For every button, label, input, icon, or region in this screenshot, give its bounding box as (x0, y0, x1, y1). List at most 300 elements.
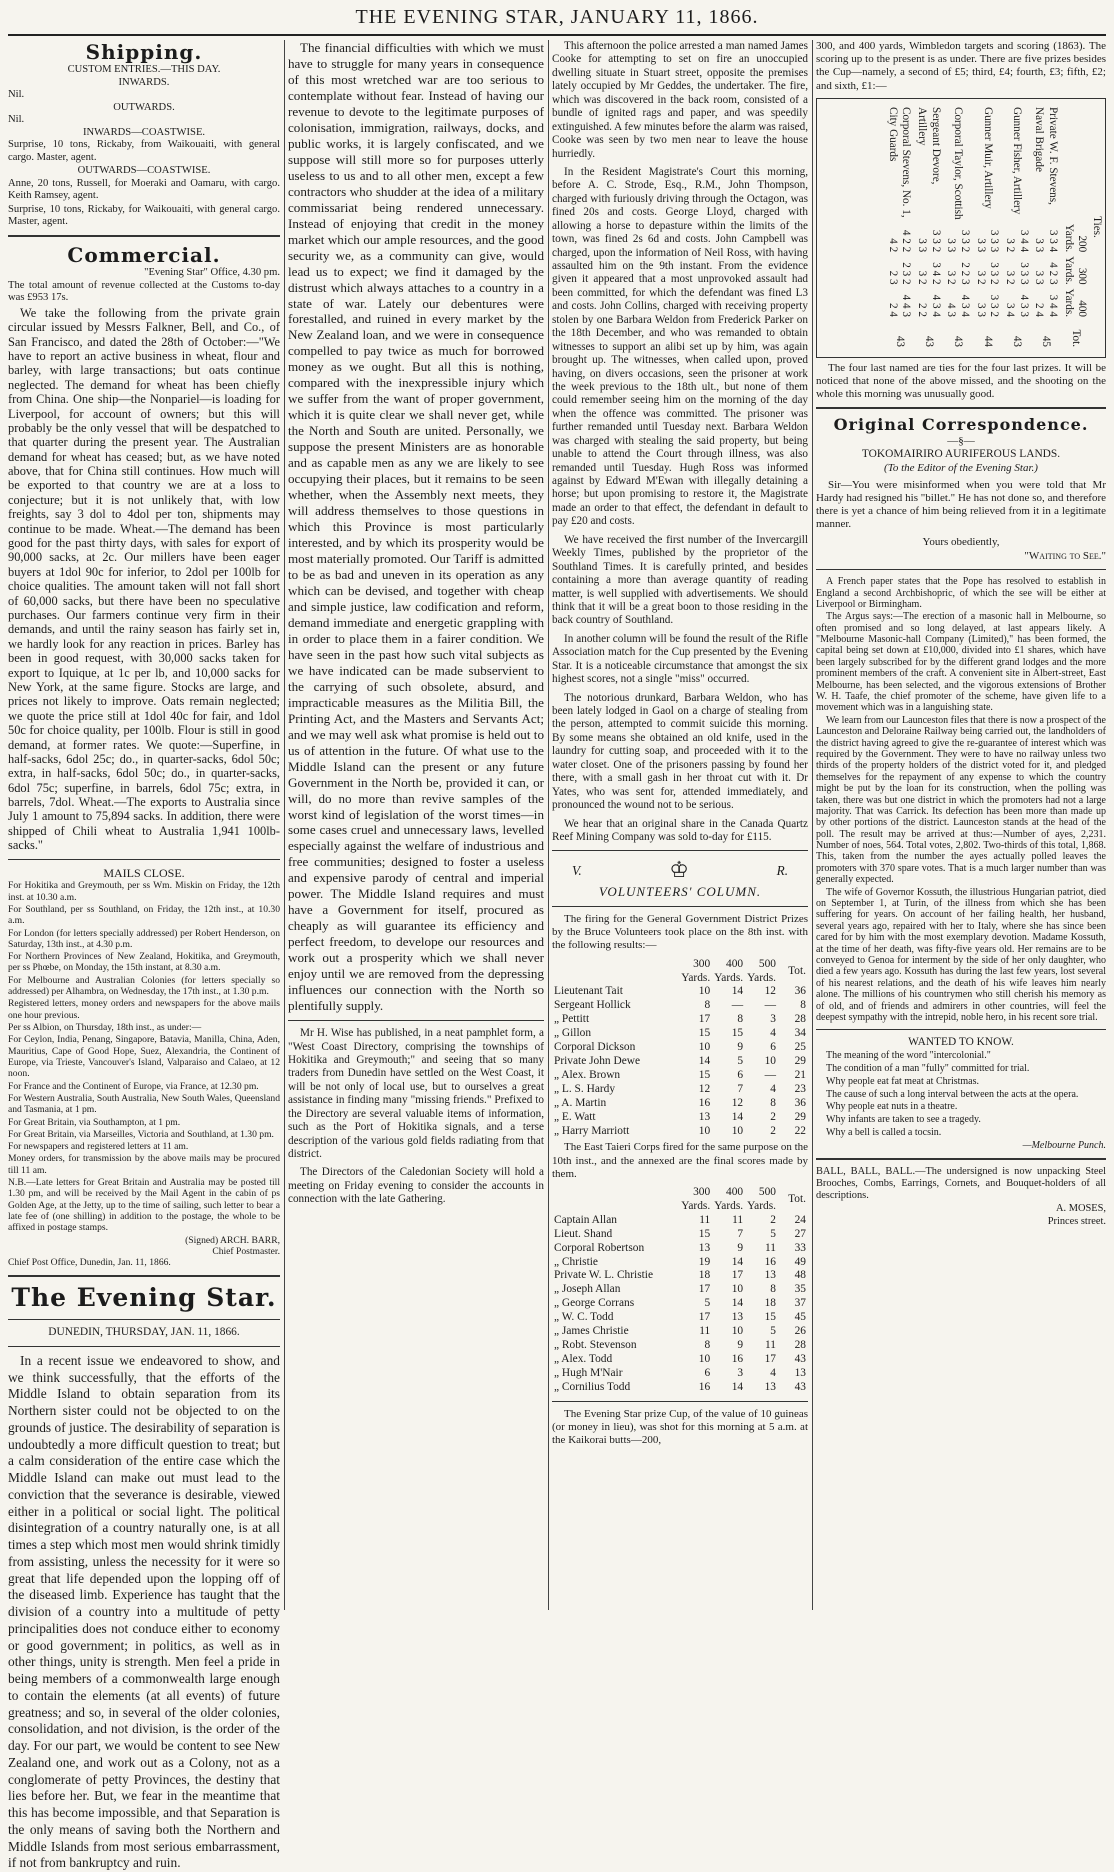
tie-score-cell: 3 4 4 2 4 (1033, 294, 1060, 317)
mail-line: For Great Britain, via Southampton, at 1 pm. (8, 1116, 181, 1128)
column-3 (552, 40, 808, 1610)
bruce-score-cell: 10 (731, 1124, 744, 1137)
taieri-score-cell: 13 (698, 1241, 711, 1254)
tie-score-cell: 3 3 2 3 3 (974, 294, 1001, 317)
bruce-score-cell: 23 (794, 1082, 806, 1095)
letter-close: Yours obediently, (922, 536, 1000, 549)
bruce-score-cell: 36 (794, 1096, 806, 1109)
tie-score-cell: 3 3 3 3 3 (974, 229, 1001, 252)
bruce-score-cell: 28 (794, 1013, 806, 1026)
bruce-score-cell: — (764, 1068, 776, 1081)
bruce-score-row (552, 1069, 808, 1083)
wanted-line: Why people eat fat meat at Christmas. (826, 1075, 980, 1087)
mails-role: Chief Postmaster. (212, 1245, 280, 1257)
shipping-subhead: CUSTOM ENTRIES.—THIS DAY. (67, 64, 221, 76)
taieri-score-cell: 11 (699, 1213, 711, 1226)
taieri-score-cell: 48 (794, 1269, 806, 1282)
tie-score-row (1031, 105, 1060, 349)
tie-score-header-cell: 400 Yards. (1062, 288, 1089, 317)
cup-paragraph: The Evening Star prize Cup, of the value of 10 guineas (or money in lieu), was shot for this morning at 5 a.m. at the Kaikorai butts—200, (552, 1407, 808, 1446)
mail-line: For newspapers and registered letters at 11 am. (8, 1141, 189, 1153)
ad-name: A. MOSES, (1056, 1203, 1106, 1215)
taieri-score-cell: 3 (737, 1366, 744, 1379)
taieri-score-header-cell: 500 Yards. (747, 1185, 777, 1212)
taieri-score-cell: 13 (731, 1311, 744, 1324)
divider (8, 1346, 280, 1347)
divider (8, 859, 280, 860)
mail-line: For Hokitika and Greymouth, per ss Wm. Miskin on Friday, the 12th inst. at 10.30 a.m. (8, 880, 280, 903)
bruce-score-cell: 9 (737, 1041, 744, 1054)
bruce-score-cell: 2 (770, 1124, 776, 1137)
taieri-score-cell: 14 (731, 1255, 744, 1268)
taieri-score-cell: 19 (698, 1255, 711, 1268)
mail-line: Registered letters, money orders and newspapers for the above mails one hour previous. (8, 998, 280, 1021)
bruce-score-cell: 6 (770, 1041, 776, 1054)
taieri-score-header-cell (552, 1186, 679, 1214)
bruce-score-cell: 29 (794, 1110, 806, 1123)
ad-address: Princes street. (1047, 1215, 1106, 1227)
advertisement (816, 1166, 1106, 1228)
bruce-score-cell: 22 (794, 1124, 806, 1137)
bruce-score-cell: 12 (731, 1096, 744, 1109)
bruce-score-cell: 12 (764, 985, 776, 998)
taieri-score-cell: 35 (794, 1283, 806, 1296)
tie-score-cell: 4 3 4 2 2 (916, 294, 942, 317)
taieri-score-cell: 18 (764, 1297, 776, 1310)
bruce-score-cell: Lieutenant Tait (554, 985, 623, 998)
bruce-score-row (552, 999, 808, 1013)
bruce-score-cell: 34 (794, 1027, 806, 1040)
taieri-score-cell: „ Hugh M'Nair (554, 1366, 623, 1379)
bruce-score-cell: „ Alex. Brown (554, 1068, 621, 1081)
letter-body: Sir—You were misinformed when you were told that Mr Hardy had resigned his "billet." He has not done so, and therefore there is yet a chance of him being relieved from it in a legitimate manner. (816, 478, 1106, 531)
tie-score-header-cell: 300 Yards. (1062, 255, 1089, 285)
tie-score-cell: 3 4 4 3 2 (1004, 229, 1030, 252)
divider (552, 906, 808, 907)
taieri-score-cell: 4 (770, 1366, 776, 1379)
taieri-score-cell: „ George Corrans (554, 1297, 635, 1310)
news-item: The Argus says:—The erection of a masonic hall in Melbourne, so often promised and so long delayed, at last appears likely. A "Melbourne Masonic-hall Company (Limited)," has been formed, the capital being set down at £10,000, divided into £1 shares, which have been largely subscribed for by the different grand lodges and the more prominent members of the craft. A convenient site in Albert-street, East Melbourne, has been selected, and the vigorous extensions of Brother W. H. Taafe, the chief promoter of the scheme, have given life to a movement which was in a languishing state. (816, 611, 1106, 714)
outwards-coastwise-label: OUTWARDS—COASTWISE. (77, 165, 211, 177)
tie-score-cell: 4 4 3 2 4 (886, 294, 913, 317)
taieri-score-cell: 24 (794, 1213, 806, 1226)
ties-title: Ties. (1091, 215, 1103, 238)
letter-signature: "Waiting to See." (1024, 549, 1106, 562)
taieri-score-row (552, 1381, 808, 1395)
taieri-score-header-cell: 400 Yards. (714, 1185, 744, 1212)
column-rule (548, 40, 549, 1610)
bruce-score-cell: 14 (731, 985, 744, 998)
bruce-score-row (552, 1055, 808, 1069)
bruce-score-cell: 15 (698, 1068, 711, 1081)
shipping-heading: Shipping. (85, 40, 203, 64)
news-item: In another column will be found the result of the Rifle Association match for the Cup presented by the Evening Star. It is a noticeable circumstance that amongst the six highest scores, not a single "miss" occurred. (552, 632, 808, 686)
taieri-score-row (552, 1311, 808, 1325)
bruce-score-cell: 6 (737, 1068, 744, 1081)
divider (816, 569, 1106, 570)
volunteers-emblem (552, 857, 808, 884)
bruce-score-row (552, 1013, 808, 1027)
news-item: We hear that an original share in the Canada Quartz Reef Mining Company was sold to-day for £115. (552, 817, 808, 843)
outwards-label: OUTWARDS. (113, 101, 175, 113)
taieri-score-row (552, 1297, 808, 1311)
taieri-score-row (552, 1339, 808, 1353)
shipping-entry: Surprise, 10 tons, Rickaby, from Waikouaiti, with general cargo. Master, agent. (8, 139, 280, 163)
wanted-source: —Melbourne Punch. (1022, 1139, 1106, 1151)
volunteers-intro: The firing for the General Government District Prizes by the Bruce Volunteers took place on the 8th inst. with the following results:— (552, 913, 808, 952)
bruce-score-cell: 4 (770, 1027, 776, 1040)
taieri-score-header-row (552, 1186, 808, 1214)
ties-note: The four last named are ties for the four last prizes. It will be noticed that none of the above missed, and the shooting on the whole this morning was unusually good. (816, 361, 1106, 401)
nameplate: The Evening Star. (11, 1282, 277, 1312)
tie-score-cell: Gunner Fisher, Artillery (1010, 106, 1023, 215)
mails-office: Chief Post Office, Dunedin, Jan. 11, 1866. (8, 1257, 171, 1269)
bruce-score-row (552, 1097, 808, 1111)
taieri-score-cell: 18 (698, 1269, 711, 1282)
tie-score-row (1001, 105, 1030, 349)
shipping-entry: Surprise, 10 tons, Rickaby, for Waikouaiti, with general cargo. Master, agent. (8, 203, 280, 228)
bruce-score-cell: 10 (764, 1054, 776, 1067)
taieri-score-cell: 11 (765, 1241, 776, 1254)
ties-table-box (816, 98, 1106, 358)
taieri-score-row (552, 1325, 808, 1339)
taieri-score-cell: 37 (794, 1297, 806, 1310)
taieri-score-cell: 43 (794, 1352, 806, 1365)
bruce-score-cell: Private John Dewe (554, 1054, 641, 1067)
taieri-score-cell: 14 (731, 1380, 744, 1393)
bruce-score-row (552, 985, 808, 999)
mails-list (8, 880, 280, 1268)
bruce-score-header-cell: 400 Yards. (714, 957, 744, 984)
bruce-score-cell: 5 (737, 1054, 744, 1067)
commercial-heading: Commercial. (67, 242, 221, 267)
tie-score-header-cell (1060, 105, 1089, 222)
bruce-score-header-cell: 300 Yards. (681, 957, 711, 984)
wanted-line: The condition of a man "fully" committed for trial. (826, 1063, 1030, 1075)
bruce-score-row (552, 1083, 808, 1097)
mail-line: N.B.—Late letters for Great Britain and Australia may be posted till 1.30 pm, and will be received by the Mail Agent in the cabin of ps Golden Age, at the Jetty, up to the time of sailing, such letter to bear a late fee of (one shilling) in addition to the postage, the whole to be affixed in postage stamps. (8, 1177, 280, 1234)
tie-score-cell: Corporal Stevens, No. 1, City Guards (886, 106, 913, 218)
bruce-score-header-cell: Tot. (788, 964, 806, 977)
volunteers-mid: The East Taieri Corps fired for the same purpose on the 10th inst., and the annexed are the final scores made by them. (552, 1141, 809, 1180)
tie-score-cell: 45 (1040, 335, 1053, 347)
column-4 (816, 40, 1106, 1610)
mail-line: For Ceylon, India, Penang, Singapore, Batavia, Manilla, China, Aden, Mauritius, Cape of Good Hope, Suez, Alexandria, the Continent of Europe, via Trieste, Vancouver's Island, Valparaiso and Calaeo, at 12 noon. (8, 1034, 280, 1080)
mail-line: For Melbourne and Australian Colonies (for letters specially so addressed) per Alhambra, on Wednesday, the 17th inst., at 1.30 p.m. (8, 974, 280, 998)
editorial-paragraph: In a recent issue we endeavored to show, and we think successfully, that the efforts of the Middle Island to obtain separation from its Northern sister could not be objected to on the grounds of justice. The desirability of separation is undoubtedly a more difficult question to treat; but a calm consideration of the entire case which the Middle Island can make out must lead to the conviction that the severance is desirable, viewed either in a political or social light. The political disintegration of a country naturally one, is at all times a step which most men would shrink timidly from assisting, unless the necessity for it were so great that life depended upon the lopping off of the diseased limb. Experience has taught that the division of a country into a multitude of petty principalities does not conduce either to economy or good government; in politics, as well as in other things, unity is strength. Men feel a pride in being members of a commonwealth large enough to contain the elements (at all events) of future greatness; and so, in several of the older colonies, consolidation, and not division, is the order of the day. For our part, we would be content to see New Zealand one, and work out as a Colony, not as a conglomerate of petty Provinces, the destiny that lies before her. But, we fear in the meantime that this has become impossible, and that Separation is the only means of saving both the Northern and Middle Islands from most serious embarrassment, if not from bankruptcy and ruin. (8, 1352, 280, 1871)
taieri-score-cell: 7 (737, 1227, 744, 1240)
wanted-line: The cause of such a long interval between the acts at the opera. (826, 1088, 1079, 1100)
tie-score-cell: 3 3 3 3 2 (1004, 261, 1030, 285)
divider (552, 1401, 808, 1402)
bruce-score-cell: „ E. Watt (554, 1110, 596, 1123)
taieri-score-cell: 28 (794, 1338, 806, 1351)
taieri-score-cell: 11 (699, 1325, 711, 1338)
taieri-score-cell: 49 (794, 1255, 806, 1268)
nil-label: Nil. (8, 114, 25, 126)
divider (8, 235, 280, 237)
revenue-note: The total amount of revenue collected at the Customs to-day was £953 17s. (8, 279, 280, 304)
taieri-score-cell: 10 (698, 1352, 711, 1365)
tie-score-cell: 43 (952, 335, 965, 347)
divider (8, 1275, 280, 1277)
letter-to: (To the Editor of the Evening Star.) (884, 462, 1038, 475)
tie-score-cell: 4 2 2 4 2 (886, 229, 913, 252)
mails-heading: MAILS CLOSE. (103, 865, 185, 880)
tie-score-row (884, 105, 913, 349)
taieri-score-cell: „ Cornilius Todd (554, 1380, 631, 1393)
tie-score-cell: Corporal Taylor, Scottish (952, 106, 965, 220)
bruce-score-cell: Corporal Dickson (554, 1041, 636, 1054)
taieri-score-header-cell: 300 Yards. (681, 1185, 711, 1212)
bruce-score-cell: 17 (698, 1013, 711, 1026)
column-1 (8, 40, 280, 1871)
grain-circular: We take the following from the private grain circular issued by Messrs Falkner, Bell, and Co., of San Francisco, and dated the 28th of October:—"We have to report an active business in wheat, flour and barley, with large transactions; but oats continue neglected. The demand for wheat has been chiefly from China. One ship—the Nonpariel—is loading for Liverpool, for account of owners; but this will probably be the only vessel that will be despatched to that quarter during the present year. The Australian demand for wheat has ceased; but, as we have noted above, that for China still continues. How much will be exported to that country we are at a loss to conjecture; but it is not unlikely that, with low freights, say 3 dol to 4dol per ton, shipments may continue to be made. Wheat.—The demand has been good for the past thirty days, with sales for export of 90,000 sacks, at 2c. Our millers have been eager buyers at 1dol 90c for inferior, to 2dol per 100lb for choice qualities. The amount taken will not fall short of 60,000 sacks, but there have been no speculative purchases. Our farmers continue very firm in their demands, and until the rainy season has fairly set in, we hardly look for any reaction in prices. Barley has been in good request, with 30,000 sacks taken for export to Iquique, at 1c per lb, and 10,000 sacks for New York, at the same figure. Stocks are large, and prices not likely to improve. Oats remain neglected; we quote the price still at 1dol 40c for fair, and 1dol 50c for choice quality, per 100lb. Flour is still in good demand, at former rates. We quote:—Superfine, in half-sacks, 6dol 25c; do., in quarter-sacks, 6dol 50c; extra, in half-sacks, 6dol 50c; do., in quarter-sacks, 6dol 75c; superfine, in barrels, 6dol 75c; extra, in barrels, 7dol. Wheat.—The exports to Australia since July 1 amount to 75,894 sacks. In addition, there were shipped of Chili wheat to Australia 1,941 100lb-sacks." (8, 305, 280, 853)
bruce-score-row (552, 1111, 808, 1125)
taieri-score-cell: Lieut. Shand (554, 1227, 613, 1240)
taieri-score-cell: 5 (770, 1227, 776, 1240)
taieri-score-cell: „ Robt. Stevenson (554, 1338, 637, 1351)
tie-score-cell: Gunner Muir, Artillery (981, 106, 994, 209)
mails-signed: (Signed) ARCH. BARR, (185, 1234, 280, 1246)
mail-line: For Western Australia, South Australia, New South Wales, Queensland and Tasmania, at 1 pm. (8, 1092, 280, 1116)
bruce-scores-table (552, 958, 808, 1139)
tie-score-cell: Sergeant Devore, Artillery (916, 106, 942, 185)
tie-score-cell: 3 3 2 3 3 (945, 229, 972, 252)
bruce-score-cell: 21 (794, 1068, 806, 1081)
bruce-score-row (552, 1041, 808, 1055)
bruce-score-cell: „ Gillon (554, 1027, 592, 1040)
taieri-score-cell: Private W. L. Christie (554, 1269, 654, 1282)
shipping-entry: Anne, 20 tons, Russell, for Moeraki and Oamaru, with cargo. Keith Ramsey, agent. (8, 177, 280, 202)
mail-line: For London (for letters specially addressed) per Robert Henderson, on Saturday, 13th inst., at 4.30 p.m. (8, 927, 280, 950)
taieri-score-cell: 17 (698, 1283, 711, 1296)
r-letter: R. (776, 862, 788, 878)
tie-score-header-cell: Tot. (1069, 329, 1082, 347)
divider (816, 1158, 1106, 1160)
bruce-score-cell: 8 (800, 999, 806, 1012)
bruce-score-cell: 13 (698, 1110, 711, 1123)
tie-score-header-row (1060, 105, 1089, 349)
mail-line: Money orders, for transmission by the above mails may be procured till 11 am. (8, 1153, 280, 1176)
bruce-score-cell: „ Harry Marriott (554, 1124, 630, 1137)
column-rule (812, 40, 813, 1610)
taieri-score-header-cell: Tot. (788, 1192, 806, 1205)
bruce-score-header-row (552, 958, 808, 986)
bruce-score-cell: 25 (794, 1041, 806, 1054)
taieri-score-cell: 13 (764, 1380, 776, 1393)
cup-continued: 300, and 400 yards, Wimbledon targets and scoring (1863). The scoring up to the present is as under. There are five prizes besides the Cup—namely, a second of £5; third, £4; fourth, £3; fifth, £2; and sixth, £1:— (816, 40, 1106, 92)
taieri-score-cell: „ Alex. Todd (554, 1352, 613, 1365)
news-item: The wife of Governor Kossuth, the illustrious Hungarian patriot, died on September 1, at Turin, of the illness from which she has been suffering for years. On account of her failing health, her husband, several years ago, repaired with her to Italy, where she has since been cared for by him with the most exemplary devotion. Madame Kossuth, at the time of her death, was fifty-five years old. Her remains are to be conveyed to Genoa for interment by the side of her only daughter, who died a few years ago. Kossuth has during the last few years, lost several of his nearest relations, and the death of his wife leaves him nearly alone. The millions of his countrymen who still cherish his memory as of old, and of friends and admirers in other countries, will feel the deepest sympathy with the intrepid, noble hero, in his recent sore trial. (816, 886, 1106, 1023)
masthead: THE EVENING STAR, JANUARY 11, 1866. (355, 6, 759, 28)
wanted-line: Why people eat nuts in a theatre. (826, 1101, 958, 1113)
bruce-score-cell: 10 (698, 1124, 711, 1137)
bruce-score-cell: 10 (698, 1041, 711, 1054)
taieri-score-cell: 5 (704, 1297, 711, 1310)
news-item: In the Resident Magistrate's Court this morning, before A. C. Strode, Esq., R.M., John Thompson, charged with furiously driving through the Octagon, was fined 20s and costs. George Lloyd, charged with allowing a horse to depasture within the limits of the town, was fined 2s 6d and costs. John Campbell was charged, upon the information of Neil Ross, with having assaulted him on the 9th instant. From the evidence given it appeared that a most unprovoked assault had been committed, for which the defendant was fined L3 and costs. John Collins, charged with receiving property stolen by one Barbara Weldon from Frederick Parker on the 18th December, and who was remanded to obtain witnesses to support an alibi set up by him, was again brought up. The witnesses, when called upon, proved having, on divers occasions, seen the prisoner at work the week previous to the 18th ult., but none of them could remember seeing him on the morning of the day when the offence was committed. The prisoner was further remanded until Tuesday next. Barbara Weldon was charged with stealing the said property, but being unable to attend the Court through illness, was also remanded until Tuesday. Hugh Ross was informed against by Edward M'Ewan with illegally detaining a horse; but upon promising to restore it, the Magistrate made an order to that effect, the defendant in default to pay £20 and costs. (552, 165, 808, 528)
tie-score-cell: 3 3 4 3 3 (1033, 229, 1060, 252)
tie-score-cell: 3 4 2 3 2 (916, 261, 942, 285)
taieri-score-cell: 6 (704, 1366, 711, 1379)
tie-score-cell: Private W. F. Stevens, Naval Brigade (1033, 106, 1060, 205)
mail-line: Per ss Albion, on Thursday, 18th inst., as under:— (8, 1022, 202, 1033)
taieri-score-row (552, 1367, 808, 1381)
taieri-score-cell: „ James Christie (554, 1325, 629, 1338)
tie-score-cell: 3 3 2 3 2 (974, 261, 1001, 285)
wanted-heading: WANTED TO KNOW. (908, 1036, 1014, 1049)
taieri-score-cell: 13 (764, 1269, 776, 1282)
bruce-score-cell: 15 (698, 1027, 711, 1040)
news-item-wise: Mr H. Wise has published, in a neat pamphlet form, a "West Coast Directory, comprising the townships of Hokitika and Greymouth;" and seeing that so many traders from Dunedin have settled on the West Coast, it will be not only of local use, but to ourselves a great assistance in finding many "missing friends." Prefixed to the Directory are several valuable items of information, such as the Port of Hokitika signals, and a terse description of the various gold fields radiating from that district. (288, 1027, 544, 1161)
divider (288, 1020, 544, 1021)
column-rule (284, 40, 285, 1610)
news-item: This afternoon the police arrested a man named James Cooke for attempting to set on fire an unoccupied dwelling situate in Stuart street, opposite the premises lately occupied by Mr Geddes, the undertaker. The fire, which was discovered in the back room, consisted of a bundle of ignited rags and paper, and was speedily extinguished. A few minutes before the alarm was raised, Cooke was seen by two men near to leave the house hurriedly. (552, 40, 808, 160)
tie-score-header-cell: 200 Yards. (1062, 223, 1089, 252)
taieri-score-cell: Captain Allan (554, 1213, 617, 1226)
taieri-score-cell: 15 (698, 1227, 711, 1240)
taieri-score-cell: 17 (698, 1311, 711, 1324)
tie-score-cell: 3 3 2 3 3 (916, 229, 942, 252)
correspondence-heading: Original Correspondence. (833, 415, 1089, 435)
taieri-score-cell: 11 (765, 1338, 776, 1351)
divider (552, 850, 808, 851)
taieri-score-cell: 13 (794, 1366, 806, 1379)
ornament: —§— (947, 434, 975, 447)
taieri-score-cell: 11 (732, 1213, 744, 1226)
taieri-score-cell: 26 (794, 1325, 806, 1338)
tie-score-row (972, 105, 1001, 349)
wanted-line: The meaning of the word "intercolonial." (826, 1050, 991, 1062)
taieri-score-cell: 45 (794, 1311, 806, 1324)
taieri-score-cell: „ Christie (554, 1255, 598, 1268)
bruce-score-cell: 36 (794, 985, 806, 998)
news-item: A French paper states that the Pope has resolved to establish in England a second Archbishopric, of which the see will be either at Liverpool or Birmingham. (816, 576, 1106, 610)
taieri-score-cell: 16 (764, 1255, 776, 1268)
taieri-score-cell: 9 (737, 1338, 744, 1351)
ties-table (884, 105, 1089, 349)
ties-table-rotated (884, 105, 1103, 349)
bruce-score-cell: 15 (731, 1027, 744, 1040)
mail-line: For France and the Continent of Europe, via France, at 12.30 pm. (8, 1080, 259, 1092)
news-item-caledonian: The Directors of the Caledonian Society will hold a meeting on Friday evening to consider the accounts in connection with the late Gathering. (288, 1166, 544, 1206)
news-item: The notorious drunkard, Barbara Weldon, who has been lately lodged in Gaol on a charge of stealing from the person, attempted to commit suicide this morning. By some means she obtained an old knife, used in the laundry for cutting soap, and proceeded with it to the water closet. One of the prisoners passing by found her there, with a small gash in her throat cut with it. Dr Yates, who was sent for, attended immediately, and pronounced the wound not to be serious. (552, 691, 808, 812)
taieri-score-cell: 14 (731, 1297, 744, 1310)
mail-line: For Southland, per ss Southland, on Friday, the 12th inst., at 10.30 a.m. (8, 903, 280, 927)
taieri-score-cell: 16 (731, 1352, 744, 1365)
inwards-label: INWARDS. (118, 76, 170, 88)
news-item: We learn from our Launceston files that there is now a prospect of the Launceston and Deloraine Railway being carried out, the landholders of the district having agreed to give the re-guarantee of interest which was required by the Government. They were to have no railway unless two thirds of the property holders of the district voted for it, and pledged themselves for the repayment of any expense to which the country might be put by the loan for its construction, when the polling was taken, there was but one district in which the promoters had not a large majority. That was Carrick. Its defection has been more than made up by other portions of the district. Launceston stands at the head of the poll. The result may be arrived at thus:—Number of ayes, 2,231. Number of noes, 564. Total votes, 2,802. Two-thirds of this total, 1,868. This, taken from the number the ayes actually polled leaves the promoters with 370 spare votes. That is a much larger number than was generally expected. (816, 714, 1106, 886)
taieri-score-cell: „ Joseph Allan (554, 1283, 621, 1296)
top-rule (8, 34, 1106, 36)
bruce-score-cell: 8 (704, 999, 711, 1012)
bruce-score-row (552, 1027, 808, 1041)
bruce-score-cell: 8 (737, 1013, 744, 1026)
mail-line: For Northern Provinces of New Zealand, Hokitika, and Greymouth, per ss Phœbe, on Monday, the 15th instant, at 8.30 a.m. (8, 951, 280, 974)
taieri-score-row (552, 1283, 808, 1297)
tie-score-cell: 2 2 3 3 2 (945, 261, 972, 285)
taieri-score-cell: 27 (794, 1227, 806, 1240)
inwards-coastwise-label: INWARDS—COASTWISE. (82, 126, 206, 138)
taieri-score-cell: 9 (737, 1241, 744, 1254)
ad-body: BALL, BALL, BALL.—The undersigned is now unpacking Steel Brooches, Combs, Earrings, Cornets, and Bouquet-holders of all descriptions. (816, 1165, 1106, 1202)
bruce-score-cell: „ A. Martin (554, 1096, 607, 1109)
taieri-score-cell: 15 (764, 1311, 776, 1324)
tie-score-cell: 4 3 3 3 4 (1004, 294, 1030, 317)
divider (8, 1319, 280, 1320)
bruce-score-header-cell: 500 Yards. (747, 957, 777, 984)
bruce-score-cell: 14 (731, 1110, 744, 1123)
bruce-score-cell: 4 (770, 1082, 776, 1095)
bruce-score-cell: 12 (698, 1082, 711, 1095)
tie-score-cell: 4 3 4 4 3 (945, 294, 972, 317)
editorial-paragraph: The financial difficulties with which we must have to struggle for many years in consequence of this most wretched war are too serious to contemplate without fear. Instead of having our revenue to devote to the legitimate purposes of colonisation, immigration, railways, docks, and public works, it is largely confiscated, and we suppose will still more so for purposes utterly useless to us and to all other men, except a few contractors who shudder at the idea of a military commissariat being rendered unnecessary. Instead of enjoying that credit in the money market which our ample resources, and the good security we, as a community can give, would lead us to expect; we find it damaged by the distrust which always attaches to a country in a state of war. Lately our debentures were forestalled, and ruined in every market by the New Zealand loan, and we were in consequence compelled to pay twice as much for borrowed money as we ought. But all this is nothing, compared with the inexpressible injury which we suffer from the want of proper government, which it is quite clear we shall never get, while the North and South are united. Personally, we suppose the present Ministers are as honorable and as capable men as any we are likely to see occupying their places, but it remains to be seen whether, when the Assembly next meets, they will address themselves to those questions in which this Province is most particularly interested, and by which its prosperity would be most materially promoted. Our Tariff is admitted to be as bad and uneven in its operation as any which can be devised, and together with cheap and simple justice, law codification and reform, demand immediate and energetic grappling with in order to place them in a fairer condition. We have seen in the past how such vital subjects as we have indicated can be made subservient to the carrying of such obsolete, absurd, and impracticable measures as the Militia Bill, the Printing Act, and the Masters and Servants Act; and we may well ask what promise is held out to us of attention in the future. Of what use to the Middle Island can the present or any future Government in the North be, provided it can, or will, do no more than revive samples of the worst kind of legislation of the worst times—in some cases cruel and unnecessary laws, levelled especially against the welfare of industrious and free communities; designed to foster a useless and expensive parody of central and imperial power. The Middle Island requires and must have a Government for itself, procured as cheaply as will guarantee its efficiency and perfect freedom, to develope our resources and work out a prosperity which we shall never enjoy until we are removed from the depressing influences our connection with the North so plentifully supply. (288, 40, 544, 1014)
taieri-score-cell: 16 (698, 1380, 711, 1393)
taieri-score-row (552, 1242, 808, 1256)
taieri-score-cell: 8 (770, 1283, 776, 1296)
bruce-score-cell: 7 (737, 1082, 744, 1095)
tie-score-cell: 44 (981, 335, 994, 347)
taieri-score-cell: 17 (731, 1269, 744, 1282)
taieri-score-cell: 17 (764, 1352, 776, 1365)
taieri-score-cell: 33 (794, 1241, 806, 1254)
v-letter: V. (572, 862, 582, 878)
taieri-score-row (552, 1228, 808, 1242)
bruce-score-cell: 14 (698, 1054, 711, 1067)
tie-score-cell: 43 (922, 335, 935, 347)
tie-score-cell: 43 (1010, 335, 1023, 347)
taieri-score-cell: 43 (794, 1380, 806, 1393)
taieri-score-cell: 2 (770, 1213, 776, 1226)
news-item: We have received the first number of the Invercargill Weekly Times, published by the proprietor of the Southland Times. It is carefully printed, and besides containing a more than average quantity of reading matter, is well supplied with advertisements. We should think that it will be a great boon to those residing in the back country of Southland. (552, 533, 808, 627)
taieri-score-cell: „ W. C. Todd (554, 1311, 614, 1324)
nil-label: Nil. (8, 89, 25, 101)
crown-icon: ♔ (669, 857, 690, 883)
letter-headline: TOKOMAIRIRO AURIFEROUS LANDS. (861, 448, 1061, 461)
taieri-score-row (552, 1214, 808, 1228)
divider (816, 407, 1106, 409)
taieri-scores-table (552, 1186, 808, 1395)
volunteers-heading: VOLUNTEERS' COLUMN. (598, 884, 762, 900)
taieri-score-cell: Corporal Robertson (554, 1241, 645, 1254)
tie-score-row (913, 105, 942, 349)
bruce-score-cell: 29 (794, 1054, 806, 1067)
bruce-score-cell: „ Pettitt (554, 1013, 590, 1026)
taieri-score-row (552, 1353, 808, 1367)
bruce-score-row (552, 1125, 808, 1139)
bruce-score-cell: 3 (770, 1013, 776, 1026)
taieri-score-row (552, 1269, 808, 1283)
tie-score-row (943, 105, 972, 349)
tie-score-cell: 43 (893, 335, 906, 347)
column-2 (288, 40, 544, 1610)
mail-line: For Great Britain, via Marseilles, Victoria and Southland, at 1.30 pm. (8, 1128, 274, 1140)
bruce-score-cell: „ L. S. Hardy (554, 1082, 616, 1095)
tie-score-cell: 4 2 3 3 3 (1033, 261, 1060, 285)
wanted-line: Why a bell is called a tocsin. (826, 1127, 942, 1139)
divider (816, 1029, 1106, 1030)
bruce-score-cell: 2 (770, 1110, 776, 1123)
commercial-office: "Evening Star" Office, 4.30 pm. (144, 267, 280, 279)
bruce-score-cell: — (731, 999, 744, 1012)
tie-score-cell: 2 3 2 2 3 (886, 261, 913, 285)
taieri-score-cell: 8 (704, 1338, 711, 1351)
dateline: DUNEDIN, THURSDAY, JAN. 11, 1866. (48, 1326, 240, 1339)
bruce-score-cell: 10 (698, 985, 711, 998)
taieri-score-cell: 5 (770, 1325, 776, 1338)
taieri-score-row (552, 1256, 808, 1270)
taieri-score-cell: 10 (731, 1325, 744, 1338)
